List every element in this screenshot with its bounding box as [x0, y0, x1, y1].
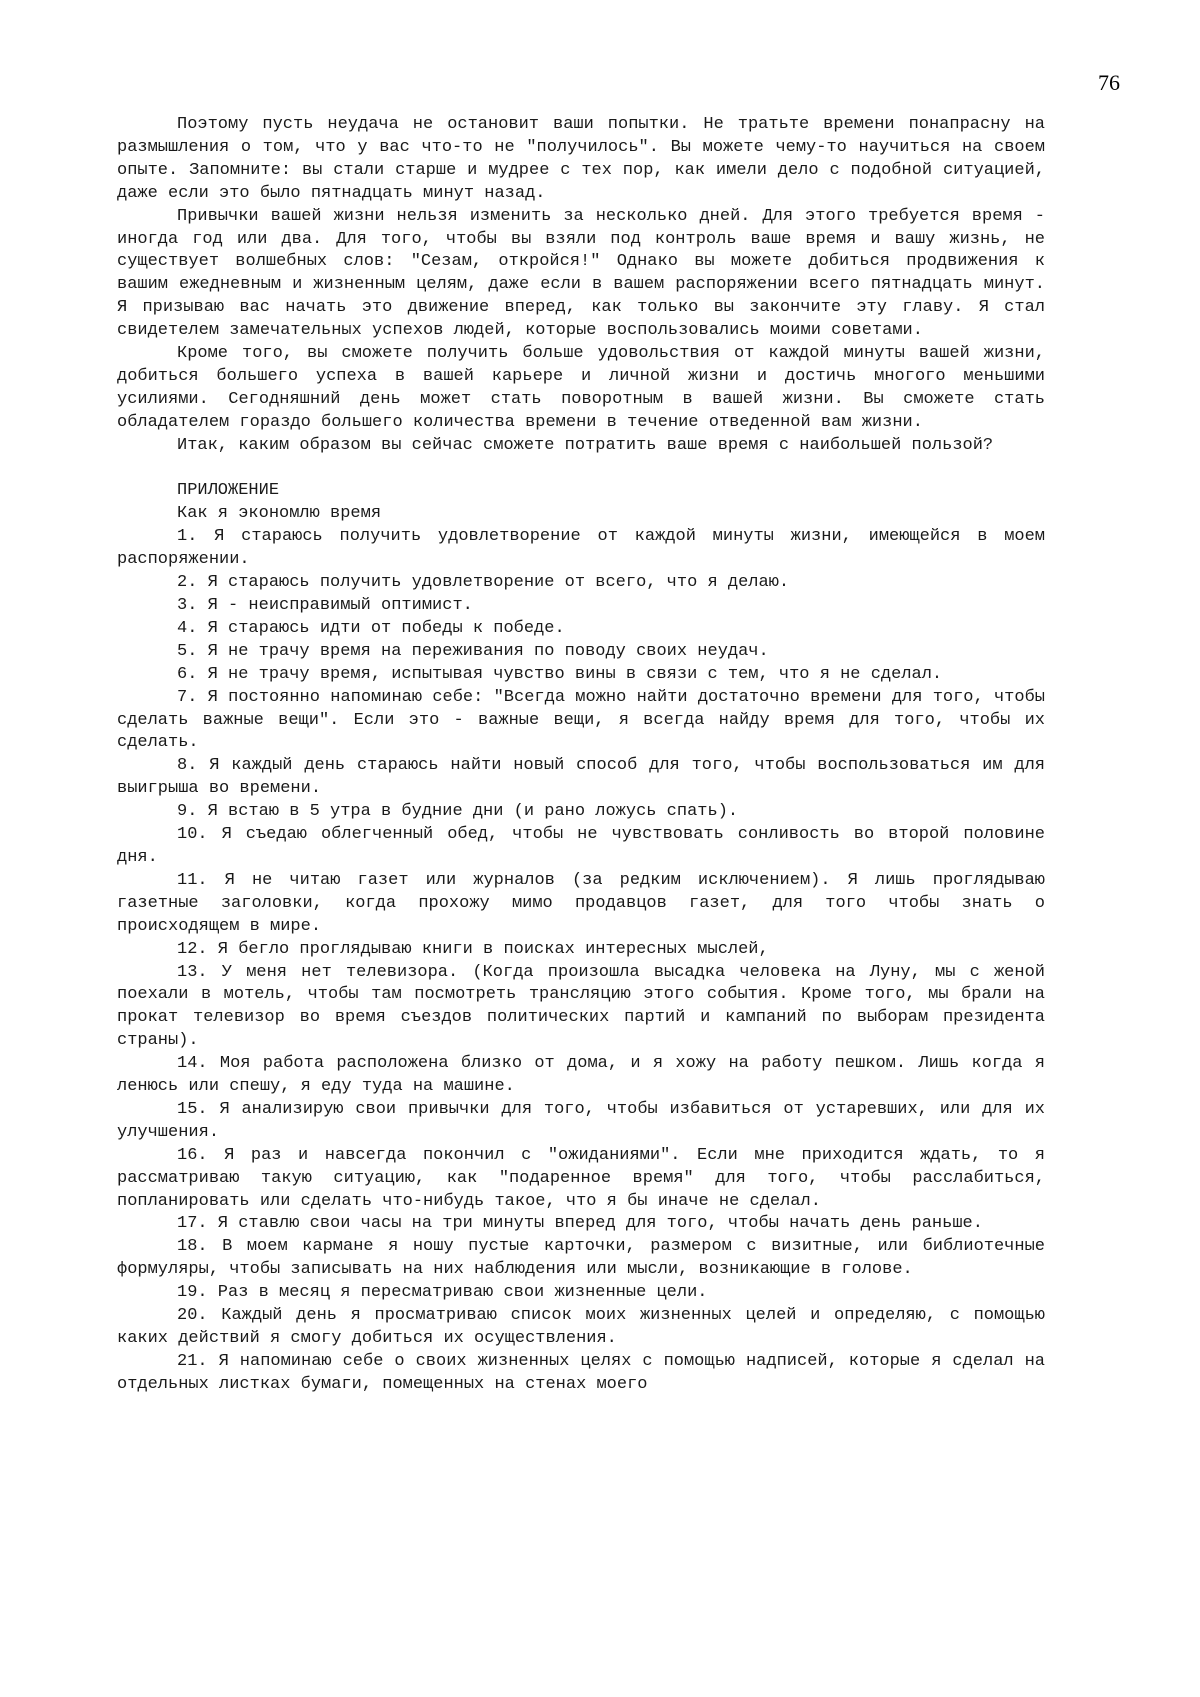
list-item: 21. Я напоминаю себе о своих жизненных целях с помощью надписей, которые я сделал на отдельных листках бумаги, помещенных на стенах моего: [117, 1351, 1045, 1394]
blank-line: [117, 458, 1045, 481]
tips-list: [117, 526, 1045, 1396]
list-item: 6. Я не трачу время, испытывая чувство вины в связи с тем, что я не сделал.: [177, 664, 943, 684]
paragraph: Привычки вашей жизни нельзя изменить за несколько дней. Для этого требуется время - иногда год или два. Для того, чтобы вы взяли под контроль ваше время и вашу жизнь, не существует волшебных слов: "Сезам, откройся!" Однако вы можете добиться продвижения к вашим ежедневным и жизненным целям, даже если в вашем распоряжении всего пятнадцать минут. Я призываю вас начать это движение вперед, как только вы закончите эту главу. Я стал свидетелем замечательных успехов людей, которые воспользовались моими советами.: [117, 206, 1045, 341]
page-body: [117, 114, 1045, 1397]
list-item: 3. Я - неисправимый оптимист.: [177, 596, 473, 616]
paragraph: Итак, каким образом вы сейчас сможете потратить ваше время с наибольшей пользой?: [177, 435, 994, 455]
appendix-title: ПРИЛОЖЕНИЕ: [177, 481, 280, 501]
list-item: 15. Я анализирую свои привычки для того, чтобы избавиться от устаревших, или для их улучшения.: [117, 1099, 1045, 1142]
list-item: 4. Я стараюсь идти от победы к победе.: [177, 618, 565, 638]
paragraph: Поэтому пусть неудача не остановит ваши попытки. Не тратьте времени понапрасну на размышления о том, что у вас что-то не "получилось". Вы можете чему-то научиться на своем опыте. Запомните: вы стали старше и мудрее с тех пор, как имели дело с подобной ситуацией, даже если это было пятнадцать минут назад.: [117, 115, 1045, 203]
list-item: 12. Я бегло проглядываю книги в поисках интересных мыслей,: [177, 939, 769, 959]
list-item: 2. Я стараюсь получить удовлетворение от всего, что я делаю.: [177, 573, 790, 593]
appendix-subtitle: Как я экономлю время: [177, 504, 382, 524]
paragraph: Кроме того, вы сможете получить больше удовольствия от каждой минуты вашей жизни, добиться большего успеха в вашей карьере и личной жизни и достичь многого меньшими усилиями. Сегодняшний день может стать поворотным в вашей жизни. Вы сможете стать обладателем гораздо большего количества времени в течение отведенной вам жизни.: [117, 344, 1045, 432]
list-item: 16. Я раз и навсегда покончил с "ожиданиями". Если мне приходится ждать, то я рассматриваю такую ситуацию, как "подаренное время" для того, чтобы расслабиться, попланировать или сделать что-нибудь такое, что я бы иначе не сделал.: [117, 1145, 1045, 1211]
list-item: 9. Я встаю в 5 утра в будние дни (и рано ложусь спать).: [177, 802, 739, 822]
list-item: 10. Я съедаю облегченный обед, чтобы не чувствовать сонливость во второй половине дня.: [117, 825, 1045, 867]
page-number: 76: [1098, 70, 1120, 95]
list-item: 11. Я не читаю газет или журналов (за редким исключением). Я лишь проглядываю газетные заголовки, когда прохожу мимо продавцов газет, для того чтобы знать о происходящем в мире.: [117, 870, 1045, 936]
list-item: 19. Раз в месяц я пересматриваю свои жизненные цели.: [177, 1283, 708, 1303]
list-item: 7. Я постоянно напоминаю себе: "Всегда можно найти достаточно времени для того, чтобы сделать важные вещи". Если это - важные вещи, я всегда найду время для того, чтобы их сделать.: [117, 687, 1045, 753]
list-item: 5. Я не трачу время на переживания по поводу своих неудач.: [177, 641, 769, 661]
list-item: 20. Каждый день я просматриваю список моих жизненных целей и определяю, с помощью каких действий я смогу добиться их осуществления.: [117, 1306, 1045, 1349]
list-item: 18. В моем кармане я ношу пустые карточки, размером с визитные, или библиотечные формуляры, чтобы записывать на них наблюдения или мысли, возникающие в голове.: [117, 1237, 1045, 1280]
list-item: 14. Моя работа расположена близко от дома, и я хожу на работу пешком. Лишь когда я ленюсь или спешу, я еду туда на машине.: [117, 1054, 1045, 1097]
list-item: 1. Я стараюсь получить удовлетворение от каждой минуты жизни, имеющейся в моем распоряжении.: [117, 527, 1045, 570]
list-item: 17. Я ставлю свои часы на три минуты вперед для того, чтобы начать день раньше.: [177, 1214, 983, 1234]
list-item: 13. У меня нет телевизора. (Когда произошла высадка человека на Луну, мы с женой поехали в мотель, чтобы там посмотреть трансляцию этого события. Кроме того, мы брали на прокат телевизор во время съездов политических партий и кампаний по выборам президента страны).: [117, 962, 1045, 1051]
list-item: 8. Я каждый день стараюсь найти новый способ для того, чтобы воспользоваться им для выигрыша во времени.: [117, 756, 1045, 799]
